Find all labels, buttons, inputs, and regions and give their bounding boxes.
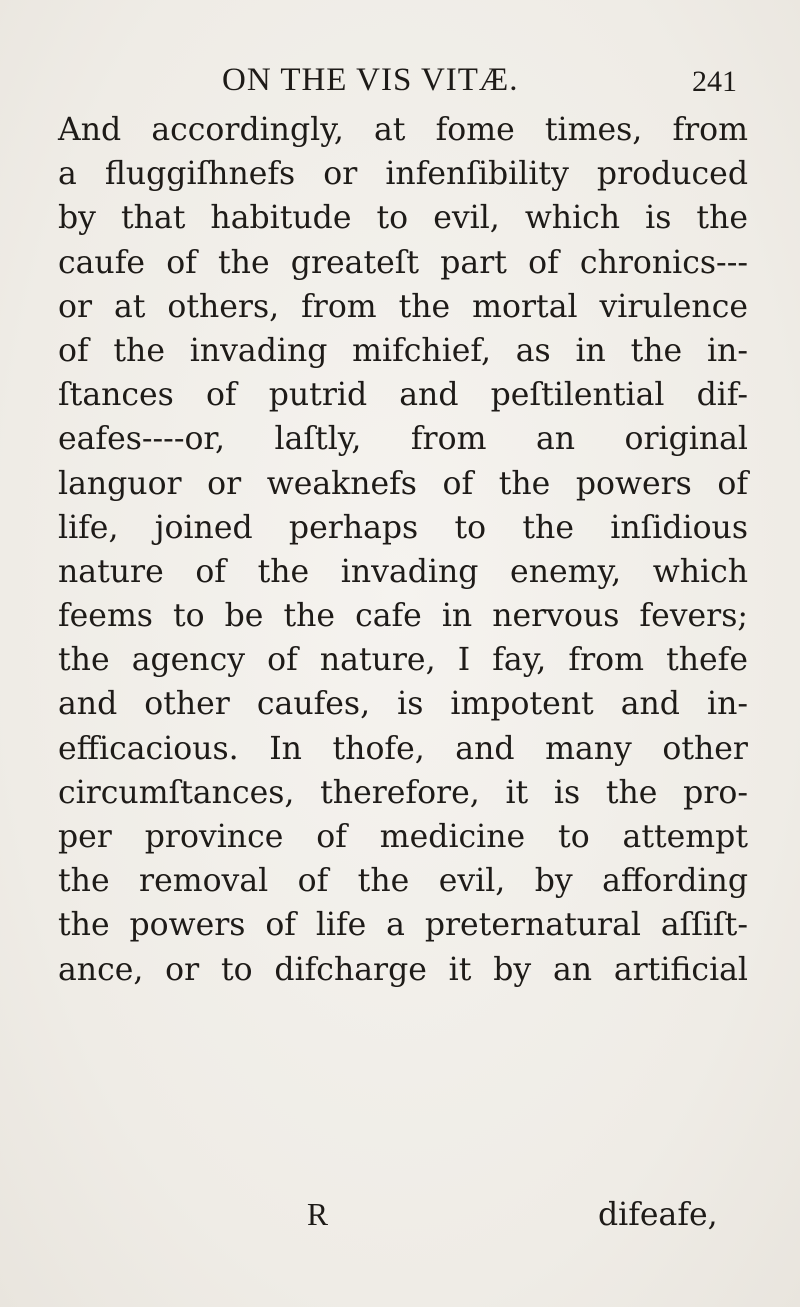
page-header [0, 62, 800, 102]
text-line: by that habitude to evil, which is the [58, 200, 748, 237]
text-line: or at others, from the mortal virulence [58, 288, 748, 325]
signature-mark: R [307, 1197, 329, 1232]
text-line: languor or weaknefs of the powers of [58, 465, 748, 502]
running-title: ON THE VIS VITÆ. [222, 62, 519, 98]
text-line: per province of medicine to attempt [58, 819, 748, 855]
text-line: and other caufes, is impotent and in- [58, 686, 748, 723]
text-line: efficacious. In thofe, and many other [58, 730, 748, 767]
text-line: nature of the invading enemy, which [58, 553, 748, 590]
page-footer [0, 1197, 800, 1241]
text-line: eafes----or, laſtly, from an original [58, 421, 748, 458]
text-line: ſtances of putrid and peſtilential dif- [58, 377, 748, 414]
text-line: caufe of the greateſt part of chronics--- [58, 244, 748, 281]
text-line: the powers of life a preternatural aſſiſt- [58, 907, 748, 944]
catchword: difeafe, [598, 1197, 718, 1233]
text-line: circumſtances, therefore, it is the pro- [58, 774, 748, 811]
page-number: 241 [692, 65, 737, 98]
text-line: the removal of the evil, by affording [58, 863, 748, 900]
text-line: of the invading mifchief, as in the in- [58, 332, 748, 369]
text-line: And accordingly, at fome times, from [58, 112, 748, 148]
text-line: life, joined perhaps to the inſidious [58, 509, 748, 546]
body-text [58, 108, 748, 992]
text-line: a fluggiſhnefs or infenſibility produced [58, 156, 748, 193]
text-line: ance, or to difcharge it by an artificial [58, 951, 748, 988]
text-line: the agency of nature, I fay, from thefe [58, 642, 748, 679]
text-line: feems to be the cafe in nervous fevers; [58, 598, 748, 635]
